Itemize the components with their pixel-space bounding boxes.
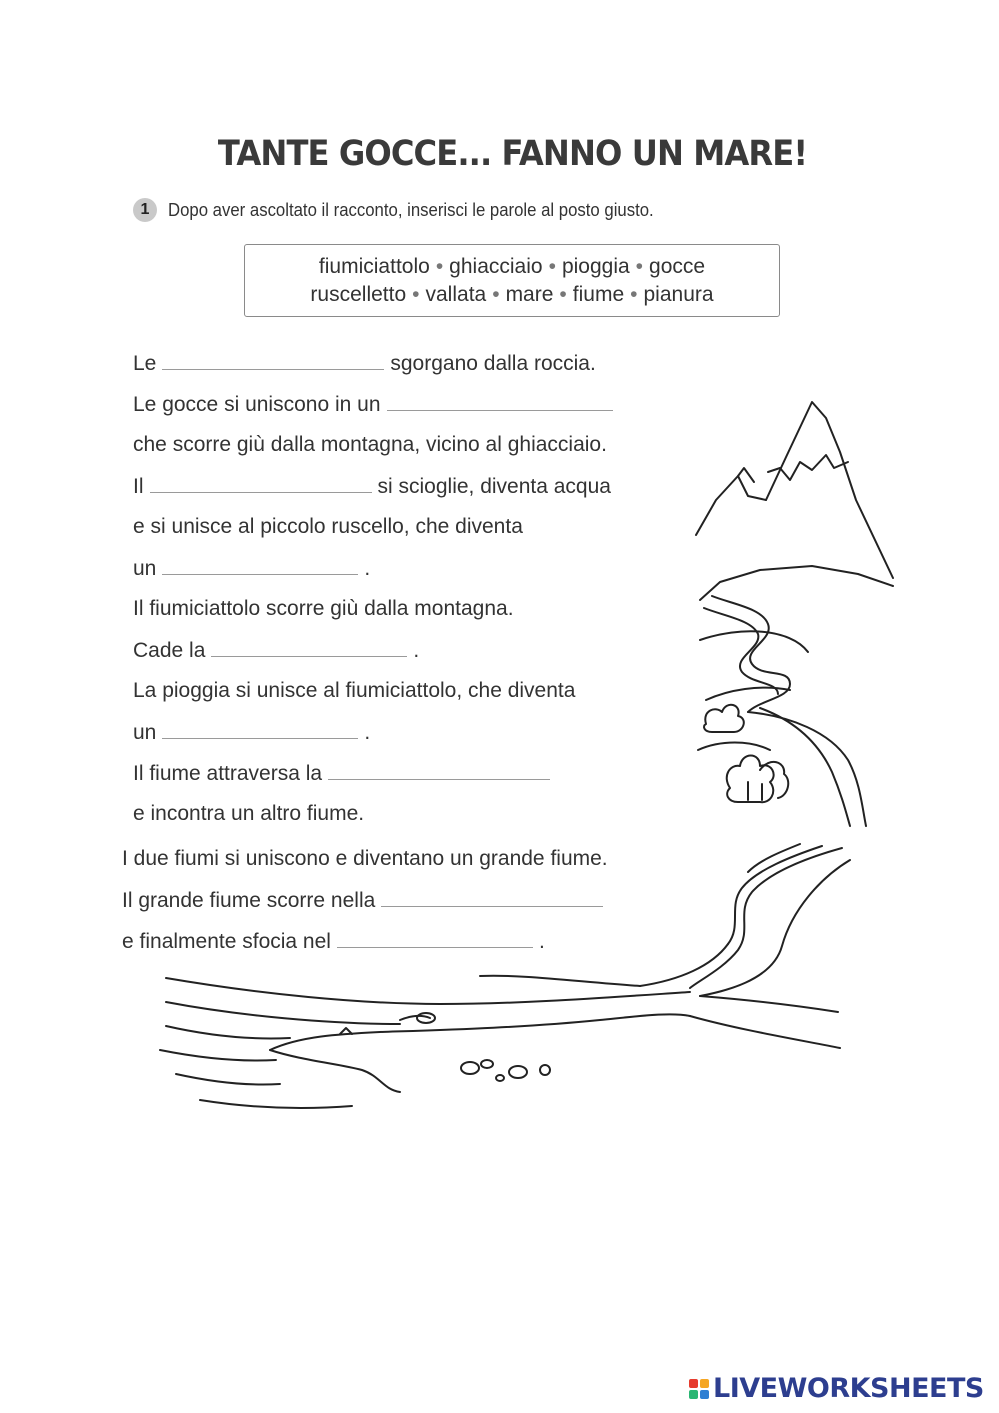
word-chip: vallata: [425, 282, 487, 306]
sentence-line-6: un .: [133, 554, 370, 582]
answer-blank-4[interactable]: [162, 554, 358, 575]
word-chip: fiumiciattolo: [318, 254, 430, 278]
word-chip: fiume: [572, 282, 625, 306]
word-bank-row-1: fiumiciattolo • ghiacciaio • pioggia • gocce: [318, 254, 706, 278]
instruction-text: Dopo aver ascoltato il racconto, inserisci le parole al posto giusto.: [168, 199, 654, 220]
answer-blank-9[interactable]: [337, 927, 533, 948]
sentence-line-10: un .: [133, 718, 370, 746]
logo-square-green: [689, 1390, 698, 1399]
answer-blank-3[interactable]: [150, 472, 372, 493]
exercise-number-badge: 1: [133, 198, 157, 222]
liveworksheets-icon: [689, 1379, 709, 1399]
word-chip: ghiacciaio: [449, 254, 543, 278]
sentence-line-2: Le gocce si uniscono in un: [133, 390, 619, 418]
sentence-line-15: e finalmente sfocia nel .: [122, 927, 545, 955]
sentence-line-8: Cade la .: [133, 636, 419, 664]
answer-blank-6[interactable]: [162, 718, 358, 739]
sentence-line-4: Il si scioglie, diventa acqua: [133, 472, 611, 500]
word-chip: ruscelletto: [310, 282, 407, 306]
logo-square-blue: [700, 1390, 709, 1399]
word-chip: pianura: [643, 282, 714, 306]
sentence-line-1: Le sgorgano dalla roccia.: [133, 349, 596, 377]
answer-blank-2[interactable]: [387, 390, 613, 411]
answer-blank-7[interactable]: [328, 759, 550, 780]
liveworksheets-logo: [689, 1373, 984, 1404]
answer-blank-8[interactable]: [381, 886, 603, 907]
brand-name: LIVEWORKSHEETS: [713, 1373, 984, 1404]
answer-blank-5[interactable]: [211, 636, 407, 657]
word-chip: gocce: [649, 254, 706, 278]
word-chip: mare: [505, 282, 554, 306]
sentence-line-14: Il grande fiume scorre nella: [122, 886, 609, 914]
sentence-line-7: Il fiumiciattolo scorre giù dalla montagna.: [133, 597, 514, 620]
word-chip: pioggia: [561, 254, 630, 278]
sentence-line-9: La pioggia si unisce al fiumiciattolo, che diventa: [133, 679, 576, 702]
logo-square-orange: [700, 1379, 709, 1388]
sentence-line-11: Il fiume attraversa la: [133, 759, 556, 787]
answer-blank-1[interactable]: [162, 349, 384, 370]
sentence-line-12: e incontra un altro fiume.: [133, 802, 365, 825]
page-title: TANTE GOCCE... FANNO UN MARE!: [217, 134, 808, 174]
logo-square-red: [689, 1379, 698, 1388]
sentence-line-5: e si unisce al piccolo ruscello, che diventa: [133, 515, 523, 538]
sentence-line-3: che scorre giù dalla montagna, vicino al ghiacciaio.: [133, 433, 607, 456]
word-bank-row-2: ruscelletto • vallata • mare • fiume • pianura: [310, 282, 714, 306]
sentence-line-13: I due fiumi si uniscono e diventano un grande fiume.: [122, 847, 608, 870]
